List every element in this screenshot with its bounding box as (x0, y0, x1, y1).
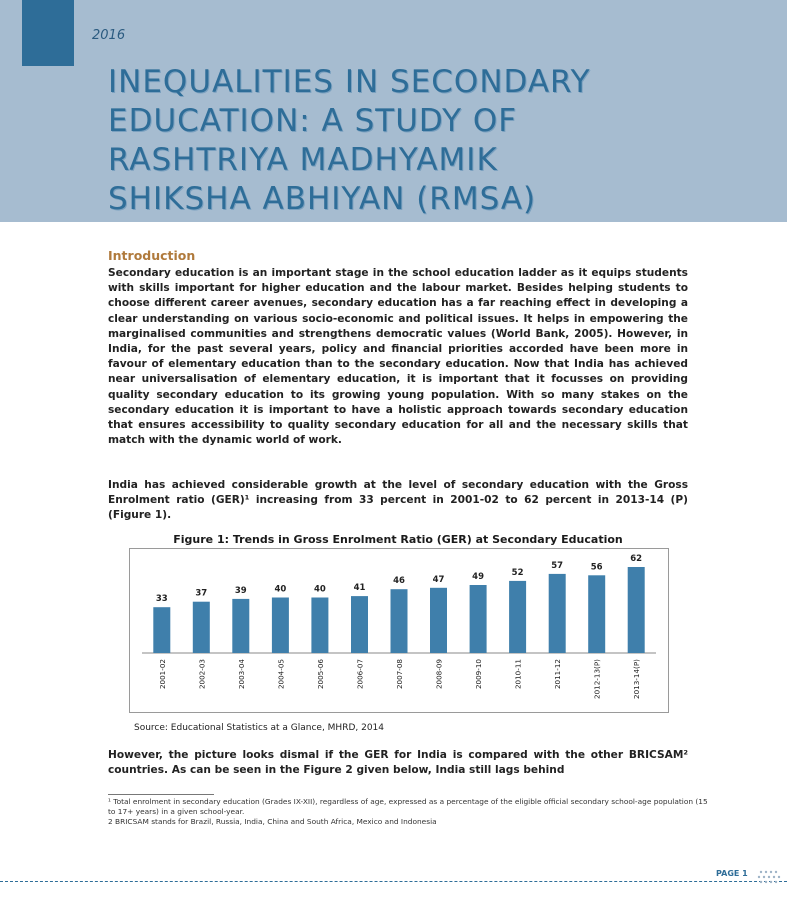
data-label-2002-03: 37 (195, 588, 208, 599)
page-number: PAGE 1 (716, 869, 748, 878)
x-tick-label-2009-10: 2009-10 (474, 659, 484, 690)
data-label-2008-09: 47 (432, 574, 445, 585)
footnote-divider (108, 794, 214, 795)
section-heading-introduction: Introduction (108, 248, 196, 263)
x-tick-label-2001-02: 2001-02 (157, 659, 167, 690)
bar-2002-03 (193, 602, 210, 653)
bar-2004-05 (272, 598, 289, 654)
data-label-2004-05: 40 (274, 584, 287, 595)
x-tick-label-2012-13(P): 2012-13(P) (592, 659, 602, 699)
figure-title: Figure 1: Trends in Gross Enrolment Ratio (GER) at Secondary Education (173, 533, 623, 546)
footnote-1: ¹ Total enrolment in secondary education (Grades IX-XII), regardless of age, expressed as a percentage of the eligible official secondary school-age population (15 to 17+ years) in a given school-year. (108, 797, 708, 816)
paragraph-3: However, the picture looks dismal if the GER for India is compared with the other BRICSAM² countries. As can be seen in the Figure 2 given below, India still lags behind (108, 749, 688, 777)
bar-2012-13(P) (588, 575, 605, 653)
bar-2006-07 (351, 596, 368, 653)
data-label-2011-12: 57 (551, 560, 564, 571)
footnote-2: 2 BRICSAM stands for Brazil, Russia, India, China and South Africa, Mexico and Indonesia (108, 817, 437, 826)
x-tick-label-2003-04: 2003-04 (236, 659, 246, 690)
bar-2007-08 (391, 589, 408, 653)
paragraph-1: Secondary education is an important stage in the school education ladder as it equips students with skills important for higher education and the labour market. Besides helping students to choose different career avenues, secondary education has a far reaching effect in developing a clear understanding on various socio-economic and political issues. It helps in empowering the marginalised communities and strengthens democratic values (World Bank, 2005). However, in India, for the past several years, policy and financial priorities accorded have been more in favour of elementary education than to the secondary education. Now that India has achieved near universalisation of elementary education, it is important that it focusses on providing quality secondary education to its growing young population. With so many stakes on the secondary education it is important to have a holistic approach towards secondary education that ensures accessibility to quality secondary education for all and the necessary skills that match with the dynamic world of work. (108, 267, 688, 447)
report-year: 2016 (92, 28, 126, 43)
ger-bar-chart (129, 548, 669, 713)
x-tick-label-2011-12: 2011-12 (553, 659, 563, 690)
x-tick-label-2006-07: 2006-07 (355, 659, 365, 690)
data-label-2005-06: 40 (313, 584, 326, 595)
title-line: INEQUALITIES IN SECONDARY (108, 64, 591, 100)
report-title (108, 63, 768, 219)
data-label-2012-13(P): 56 (590, 562, 603, 573)
bar-2010-11 (509, 581, 526, 653)
bar-2013-14(P) (628, 567, 645, 653)
bar-2003-04 (232, 599, 249, 653)
data-label-2006-07: 41 (353, 583, 366, 594)
bar-2008-09 (430, 588, 447, 653)
bar-2005-06 (311, 598, 328, 654)
x-tick-label-2010-11: 2010-11 (513, 659, 523, 690)
x-tick-label-2013-14(P): 2013-14(P) (632, 659, 642, 699)
footer-dashed-rule (0, 881, 787, 882)
data-label-2007-08: 46 (393, 576, 405, 587)
figure-source: Source: Educational Statistics at a Glance, MHRD, 2014 (134, 723, 385, 733)
x-tick-label-2004-05: 2004-05 (276, 659, 286, 690)
title-line: SHIKSHA ABHIYAN (RMSA) (108, 181, 537, 217)
x-tick-label-2007-08: 2007-08 (395, 659, 404, 690)
bar-2001-02 (153, 607, 170, 653)
x-tick-label-2008-09: 2008-09 (434, 659, 444, 690)
title-line: EDUCATION: A STUDY OF (108, 103, 518, 139)
title-line: RASHTRIYA MADHYAMIK (108, 142, 498, 178)
data-label-2013-14(P): 62 (630, 554, 643, 564)
data-label-2001-02: 33 (155, 594, 168, 605)
data-label-2009-10: 49 (472, 572, 485, 582)
x-tick-label-2005-06: 2005-06 (315, 659, 325, 690)
paragraph-2: India has achieved considerable growth at the level of secondary education with the Gross Enrolment ratio (GER)¹ increasing from 33 percent in 2001-02 to 62 percent in 2013-14 (P) (Figure 1). (108, 479, 688, 522)
bar-2011-12 (549, 574, 566, 653)
header-accent-block (22, 0, 74, 66)
bar-2009-10 (470, 585, 487, 653)
page-dots-decoration (755, 866, 783, 890)
data-label-2010-11: 52 (511, 567, 524, 578)
data-label-2003-04: 39 (234, 585, 247, 596)
x-tick-label-2002-03: 2002-03 (197, 659, 207, 690)
